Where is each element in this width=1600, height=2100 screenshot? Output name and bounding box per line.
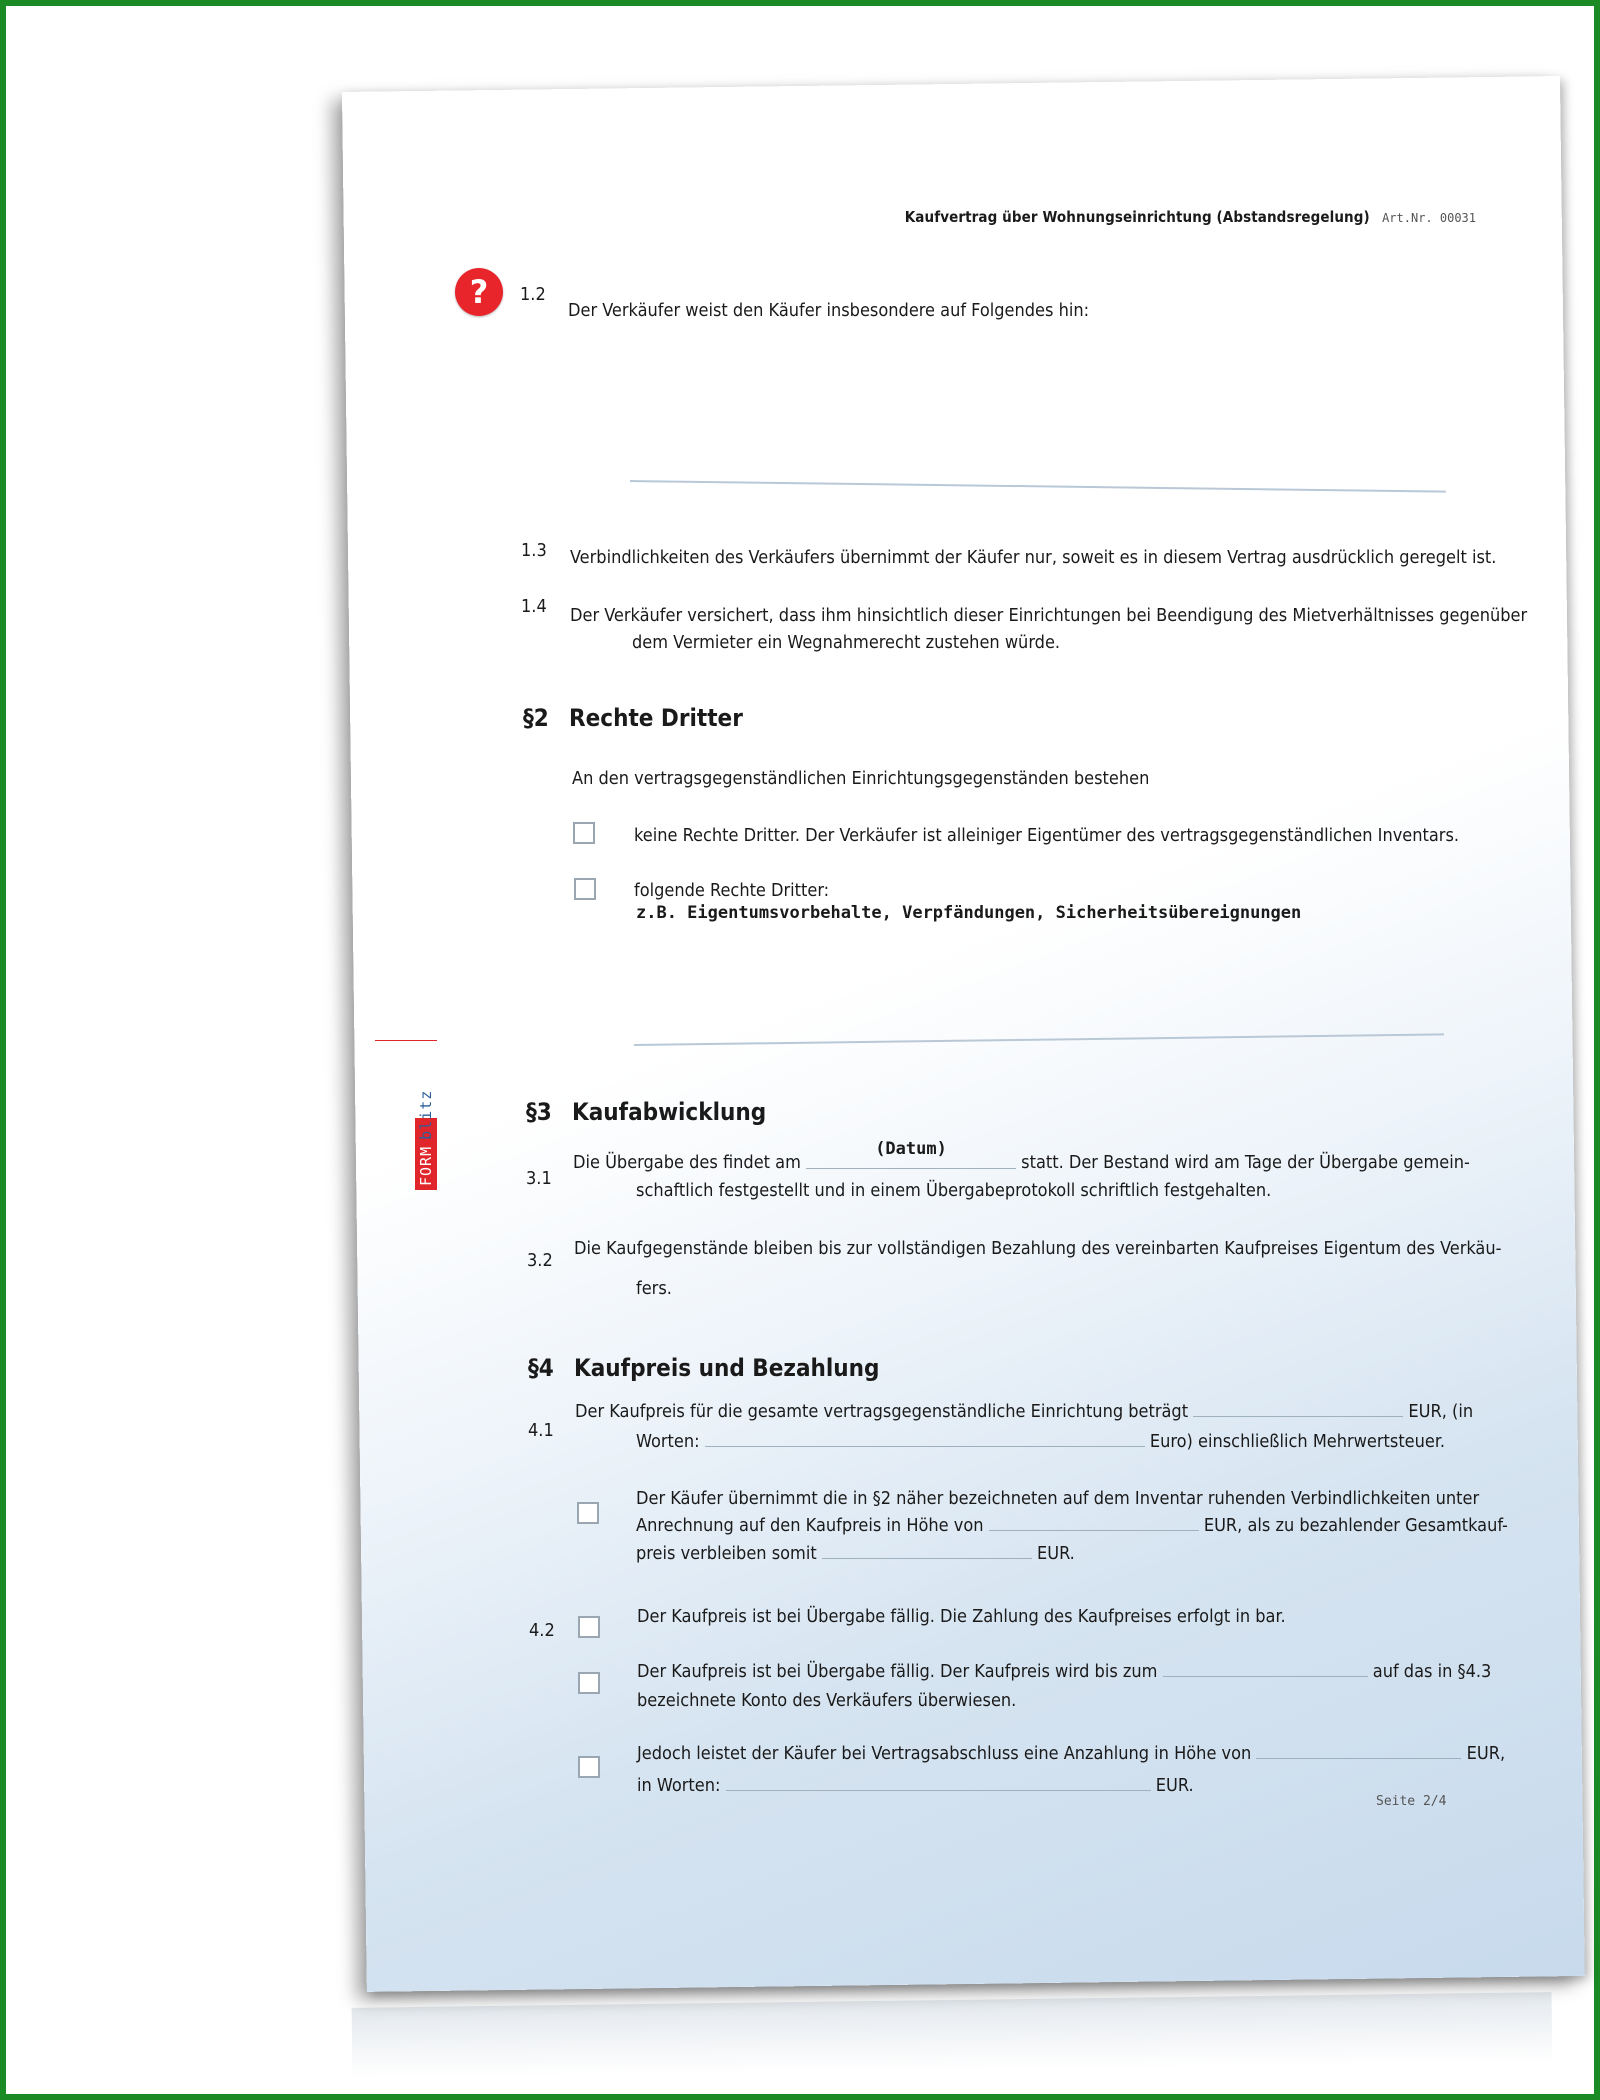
liabilities-amount-field[interactable] (989, 1512, 1199, 1531)
section-title: Rechte Dritter (569, 704, 743, 732)
section-title: Kaufabwicklung (572, 1098, 767, 1126)
help-icon[interactable]: ? (455, 268, 503, 316)
section-number: §4 (528, 1354, 554, 1382)
currency-label: EUR, (in (1408, 1401, 1474, 1422)
option-text-part: EUR. (1036, 1543, 1075, 1564)
checkbox-assume-liabilities[interactable] (577, 1502, 599, 1524)
option-text (637, 1658, 1491, 1685)
item-text: Der Verkäufer weist den Käufer insbesondere auf Folgendes hin: (568, 300, 1090, 321)
option-text: keine Rechte Dritter. Der Verkäufer ist alleiniger Eigentümer des vertragsgegenständlichen Inventars. (634, 825, 1460, 846)
item-text (575, 1398, 1473, 1425)
remaining-price-field[interactable] (822, 1540, 1032, 1559)
checkbox-bank-transfer[interactable] (578, 1672, 600, 1694)
option-text (636, 1512, 1508, 1539)
option-text-part: Jedoch leistet der Käufer bei Vertragsabschluss eine Anzahlung in Höhe von (637, 1743, 1252, 1764)
option-text: Der Kaufpreis ist bei Übergabe fällig. Die Zahlung des Kaufpreises erfolgt in bar. (637, 1606, 1286, 1627)
option-text (637, 1772, 1194, 1799)
section-number: §2 (523, 704, 549, 732)
section-title: Kaufpreis und Bezahlung (574, 1354, 880, 1382)
header-title: Kaufvertrag über Wohnungseinrichtung (Abstandsregelung) (904, 208, 1370, 226)
section-heading (526, 1098, 766, 1126)
checkbox-down-payment[interactable] (578, 1756, 600, 1778)
item-number: 1.3 (521, 540, 547, 561)
option-text (637, 1740, 1505, 1767)
transfer-date-field[interactable] (1163, 1658, 1368, 1677)
checkbox-no-third-party-rights[interactable] (573, 822, 595, 844)
item-text: fers. (636, 1278, 672, 1299)
page-reflection (352, 1992, 1553, 2078)
date-field[interactable] (806, 1139, 1016, 1169)
section-number: §3 (526, 1098, 552, 1126)
item-text: dem Vermieter ein Wegnahmerecht zustehen würde. (632, 632, 1061, 653)
section-heading (528, 1354, 880, 1382)
logo-text-blitz: blitz (417, 1089, 435, 1140)
price-words-field[interactable] (705, 1428, 1145, 1447)
section-heading (523, 704, 743, 732)
option-text-part: EUR, als zu bezahlender Gesamtkauf- (1203, 1515, 1508, 1536)
input-hint: z.B. Eigentumsvorbehalte, Verpfändungen, Sicherheitsübereignungen (636, 903, 1302, 923)
page-number: Seite 2/4 (1376, 1794, 1447, 1809)
item-text: Die Kaufgegenstände bleiben bis zur vollständigen Bezahlung des vereinbarten Kaufpreises Eigentum des Verkäu- (574, 1238, 1502, 1259)
article-number: Art.Nr. 00031 (1382, 211, 1476, 225)
formblitz-logo (415, 1040, 437, 1190)
item-number: 3.1 (526, 1168, 552, 1189)
item-text (636, 1428, 1445, 1455)
date-placeholder: (Datum) (875, 1139, 947, 1159)
option-text: folgende Rechte Dritter: (634, 880, 830, 901)
option-text-part: Der Kaufpreis ist bei Übergabe fällig. Der Kaufpreis wird bis zum (637, 1661, 1158, 1682)
words-label: Worten: (636, 1431, 700, 1452)
item-text (573, 1139, 1470, 1176)
option-text-part: preis verbleiben somit (636, 1543, 817, 1564)
down-payment-words-field[interactable] (726, 1772, 1151, 1791)
item-text: Verbindlichkeiten des Verkäufers übernimmt der Käufer nur, soweit es in diesem Vertrag ausdrücklich geregelt ist. (570, 547, 1497, 568)
price-field[interactable] (1193, 1398, 1403, 1417)
option-text-part: EUR. (1155, 1775, 1194, 1796)
option-text: Der Käufer übernimmt die in §2 näher bezeichneten auf dem Inventar ruhenden Verbindlichkeiten unter (636, 1488, 1480, 1509)
item-number: 4.1 (528, 1420, 554, 1441)
option-text-part: Anrechnung auf den Kaufpreis in Höhe von (636, 1515, 984, 1536)
item-number: 3.2 (527, 1250, 553, 1271)
document-header (905, 208, 1476, 226)
item-number: 1.2 (520, 284, 546, 305)
option-text-part: EUR, (1466, 1743, 1506, 1764)
item-text-post: Euro) einschließlich Mehrwertsteuer. (1149, 1431, 1446, 1452)
option-text-part: auf das in §4.3 (1372, 1661, 1492, 1682)
checkbox-third-party-rights[interactable] (574, 878, 596, 900)
item-number: 4.2 (529, 1620, 555, 1641)
item-text-pre: Der Kaufpreis für die gesamte vertragsgegenständliche Einrichtung beträgt (575, 1401, 1189, 1422)
item-number: 1.4 (521, 596, 547, 617)
item-text-post: statt. Der Bestand wird am Tage der Übergabe gemein- (1021, 1152, 1470, 1173)
item-text: schaftlich festgestellt und in einem Übergabeprotokoll schriftlich festgehalten. (636, 1180, 1272, 1201)
down-payment-field[interactable] (1256, 1740, 1461, 1759)
option-text-part: in Worten: (637, 1775, 721, 1796)
item-text: Der Verkäufer versichert, dass ihm hinsichtlich dieser Einrichtungen bei Beendigung des Mietverhältnisses gegenüber (570, 605, 1528, 626)
option-text (636, 1540, 1075, 1567)
item-text-pre: Die Übergabe des findet am (573, 1152, 801, 1173)
checkbox-cash-payment[interactable] (578, 1616, 600, 1638)
option-text: bezeichnete Konto des Verkäufers überwiesen. (637, 1690, 1017, 1711)
logo-text-form: FORM (417, 1145, 435, 1186)
section-intro: An den vertragsgegenständlichen Einrichtungsgegenständen bestehen (572, 768, 1150, 789)
